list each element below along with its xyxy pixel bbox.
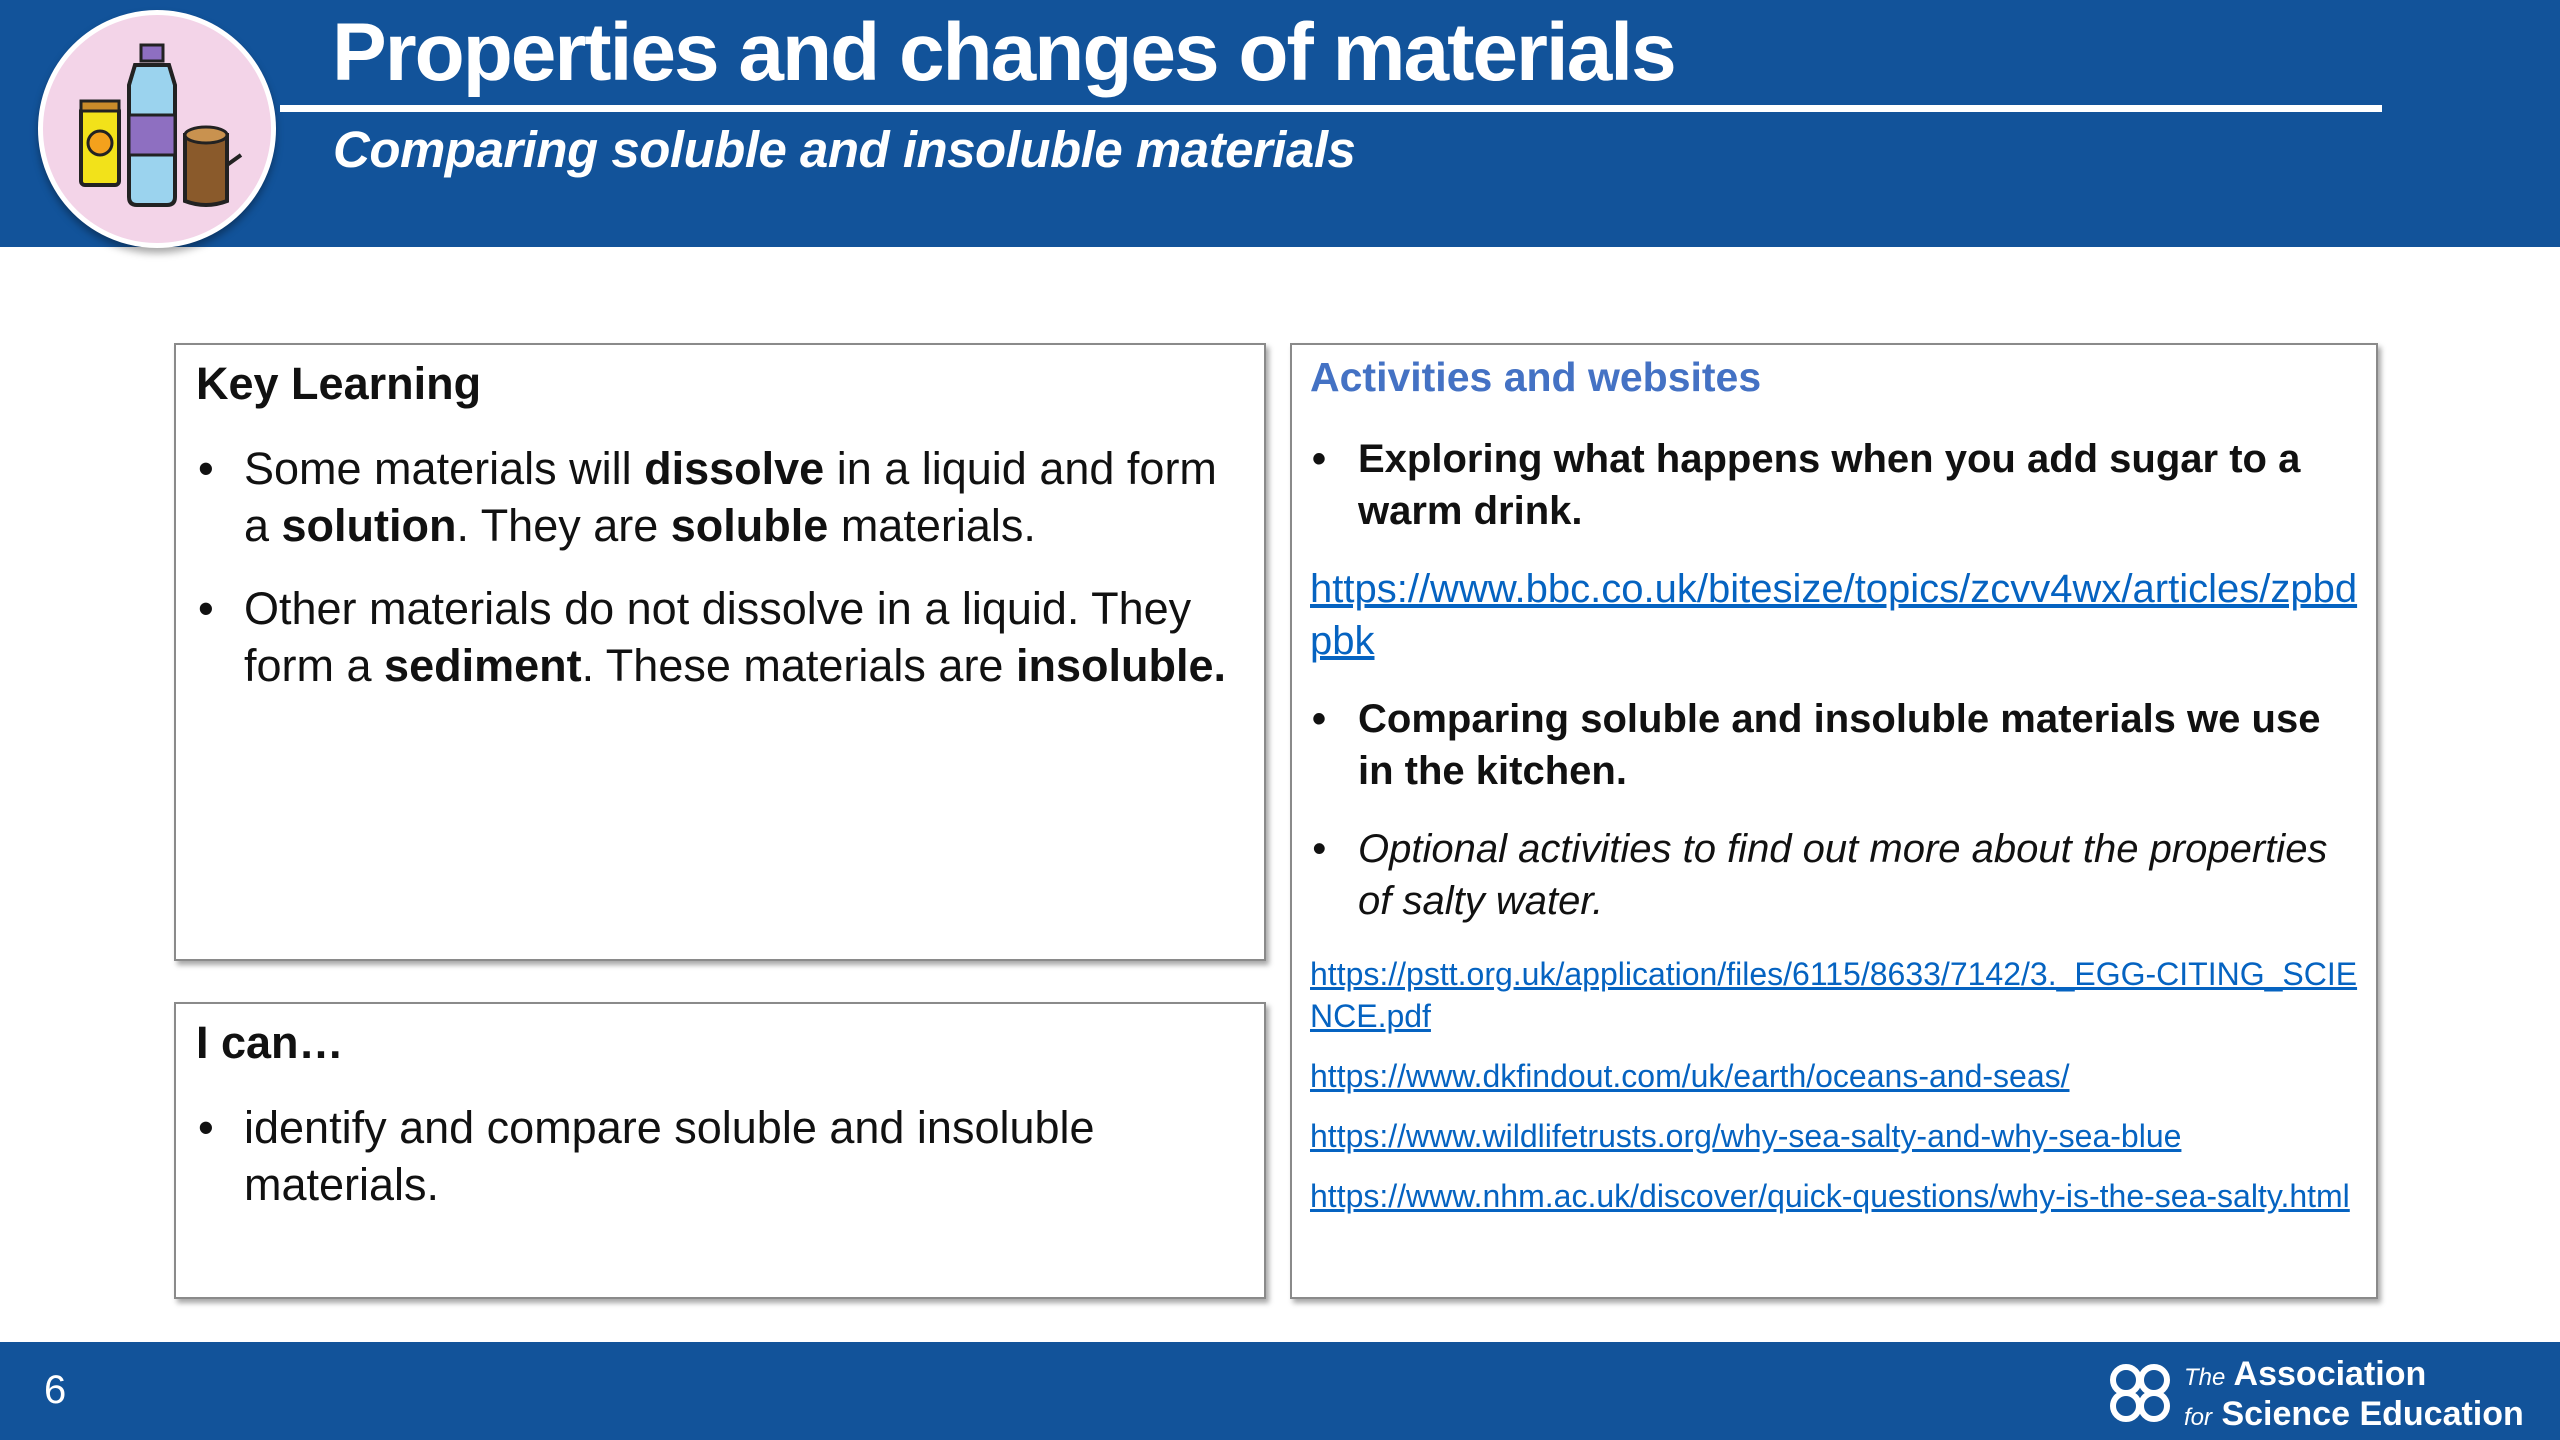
activity-kitchen-materials: • Comparing soluble and insoluble materials we use in the kitchen. bbox=[1310, 693, 2362, 797]
ase-logo bbox=[2108, 1355, 2528, 1433]
activity-list-1 bbox=[1310, 433, 2362, 537]
bbc-bitesize-link[interactable]: https://www.bbc.co.uk/bitesize/topics/zcvv4wx/articles/zpbdpbk bbox=[1310, 567, 2358, 663]
activity-salty-water: • Optional activities to find out more about the properties of salty water. bbox=[1310, 823, 2362, 927]
page-title: Properties and changes of materials bbox=[332, 7, 1675, 98]
key-learning-bullet-sediment: • Other materials do not dissolve in a liquid. They form a sediment. These materials are insoluble. bbox=[196, 580, 1236, 694]
i-can-bullet: • identify and compare soluble and insoluble materials. bbox=[196, 1099, 1236, 1213]
activity-sugar-drink: • Exploring what happens when you add sugar to a warm drink. bbox=[1310, 433, 2362, 537]
footer-bar bbox=[0, 1342, 2560, 1440]
page-subtitle: Comparing soluble and insoluble materials bbox=[333, 121, 1356, 178]
key-learning-list bbox=[196, 440, 1236, 720]
i-can-panel bbox=[174, 1002, 1266, 1299]
activities-content bbox=[1310, 433, 2362, 1235]
header-bar bbox=[0, 0, 2560, 247]
i-can-list bbox=[196, 1099, 1236, 1213]
ase-wordmark: The Association for Science Education bbox=[2184, 1355, 2524, 1433]
ase-mark-icon bbox=[2108, 1362, 2174, 1424]
pstt-link[interactable]: https://pstt.org.uk/application/files/6115/8633/7142/3._EGG-CITING_SCIENCE.pdf bbox=[1310, 956, 2358, 1034]
key-learning-panel bbox=[174, 343, 1266, 961]
activities-panel bbox=[1290, 343, 2378, 1299]
page-number: 6 bbox=[44, 1368, 67, 1412]
title-divider bbox=[280, 105, 2382, 112]
activity-list-2 bbox=[1310, 693, 2362, 927]
key-learning-bullet-dissolve: • Some materials will dissolve in a liquid and form a solution. They are soluble materials. bbox=[196, 440, 1236, 554]
dkfindout-link[interactable]: https://www.dkfindout.com/uk/earth/oceans-and-seas/ bbox=[1310, 1058, 2070, 1094]
i-can-heading: I can… bbox=[196, 1017, 344, 1068]
nhm-link[interactable]: https://www.nhm.ac.uk/discover/quick-questions/why-is-the-sea-salty.html bbox=[1310, 1178, 2350, 1214]
materials-logo bbox=[38, 10, 276, 248]
materials-icon bbox=[43, 15, 271, 243]
wildlifetrusts-link[interactable]: https://www.wildlifetrusts.org/why-sea-salty-and-why-sea-blue bbox=[1310, 1118, 2182, 1154]
key-learning-heading: Key Learning bbox=[196, 358, 482, 409]
activities-heading: Activities and websites bbox=[1310, 354, 1762, 400]
